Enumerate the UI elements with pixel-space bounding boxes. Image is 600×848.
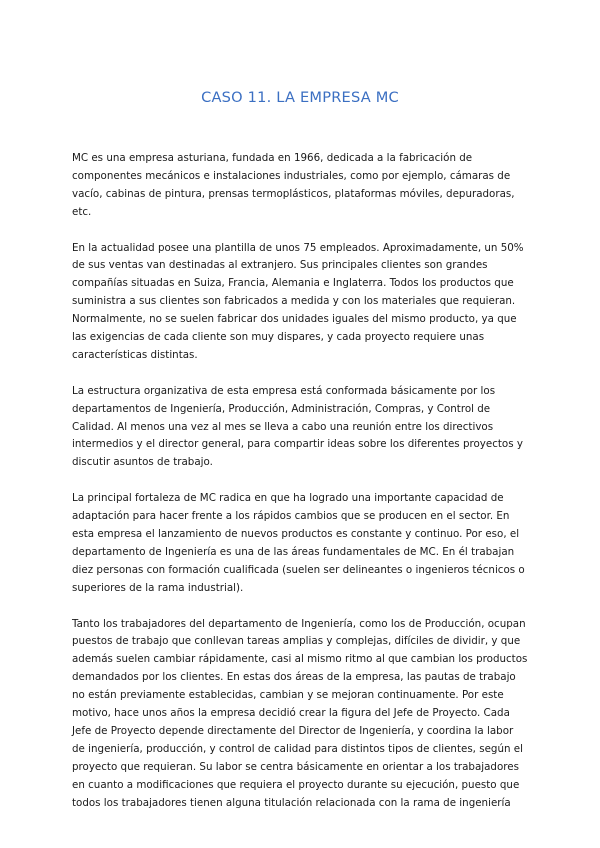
paragraph-5: Tanto los trabajadores del departamento de Ingeniería, como los de Producción, ocupan puestos de trabajo que conllevan tareas amplias y complejas, difíciles de dividir, y que además suelen cambiar rápidamente, casi al mismo ritmo al que cambian los productos demandados por los clientes. En estas dos áreas de la empresa, las pautas de trabajo no están previamente establecidas, cambian y se mejoran continuamente. Por este motivo, hace unos años la empresa decidió crear la figura del Jefe de Proyecto. Cada Jefe de Proyecto depende directamente del Director de Ingeniería, y coordina la labor de ingeniería, producción, y control de calidad para distintos tipos de clientes, según el proyecto que requieran. Su labor se centra básicamente en orientar a los trabajadores en cuanto a modificaciones que requiera el proyecto durante su ejecución, puesto que todos los trabajadores tienen alguna titulación relacionada con la rama de ingeniería	[72, 617, 528, 809]
document-body	[72, 150, 528, 830]
paragraph-2: En la actualidad posee una plantilla de unos 75 empleados. Aproximadamente, un 50% de sus ventas van destinadas al extranjero. Sus principales clientes son grandes compañías situadas en Suiza, Francia, Alemania e Inglaterra. Todos los productos que suministra a sus clientes son fabricados a medida y con los materiales que requieran. Normalmente, no se suelen fabricar dos unidades iguales del mismo producto, ya que las exigencias de cada cliente son muy dispares, y cada proyecto requiere unas características distintas.	[72, 241, 524, 361]
paragraph-3: La estructura organizativa de esta empresa está conformada básicamente por los departamentos de Ingeniería, Producción, Administración, Compras, y Control de Calidad. Al menos una vez al mes se lleva a cabo una reunión entre los directivos intermedios y el director general, para compartir ideas sobre los diferentes proyectos y discutir asuntos de trabajo.	[72, 384, 523, 469]
document-title: CASO 11. LA EMPRESA MC	[201, 89, 399, 106]
paragraph-1: MC es una empresa asturiana, fundada en 1966, dedicada a la fabricación de componentes mecánicos e instalaciones industriales, como por ejemplo, cámaras de vacío, cabinas de pintura, prensas termoplásticos, plataformas móviles, depuradoras, etc.	[72, 152, 515, 218]
paragraph-4: La principal fortaleza de MC radica en que ha logrado una importante capacidad de adaptación para hacer frente a los rápidos cambios que se producen en el sector. En esta empresa el lanzamiento de nuevos productos es constante y continuo. Por eso, el departamento de Ingeniería es una de las áreas fundamentales de MC. En él trabajan diez personas con formación cualificada (suelen ser delineantes o ingenieros técnicos o superiores de la rama industrial).	[72, 492, 525, 594]
